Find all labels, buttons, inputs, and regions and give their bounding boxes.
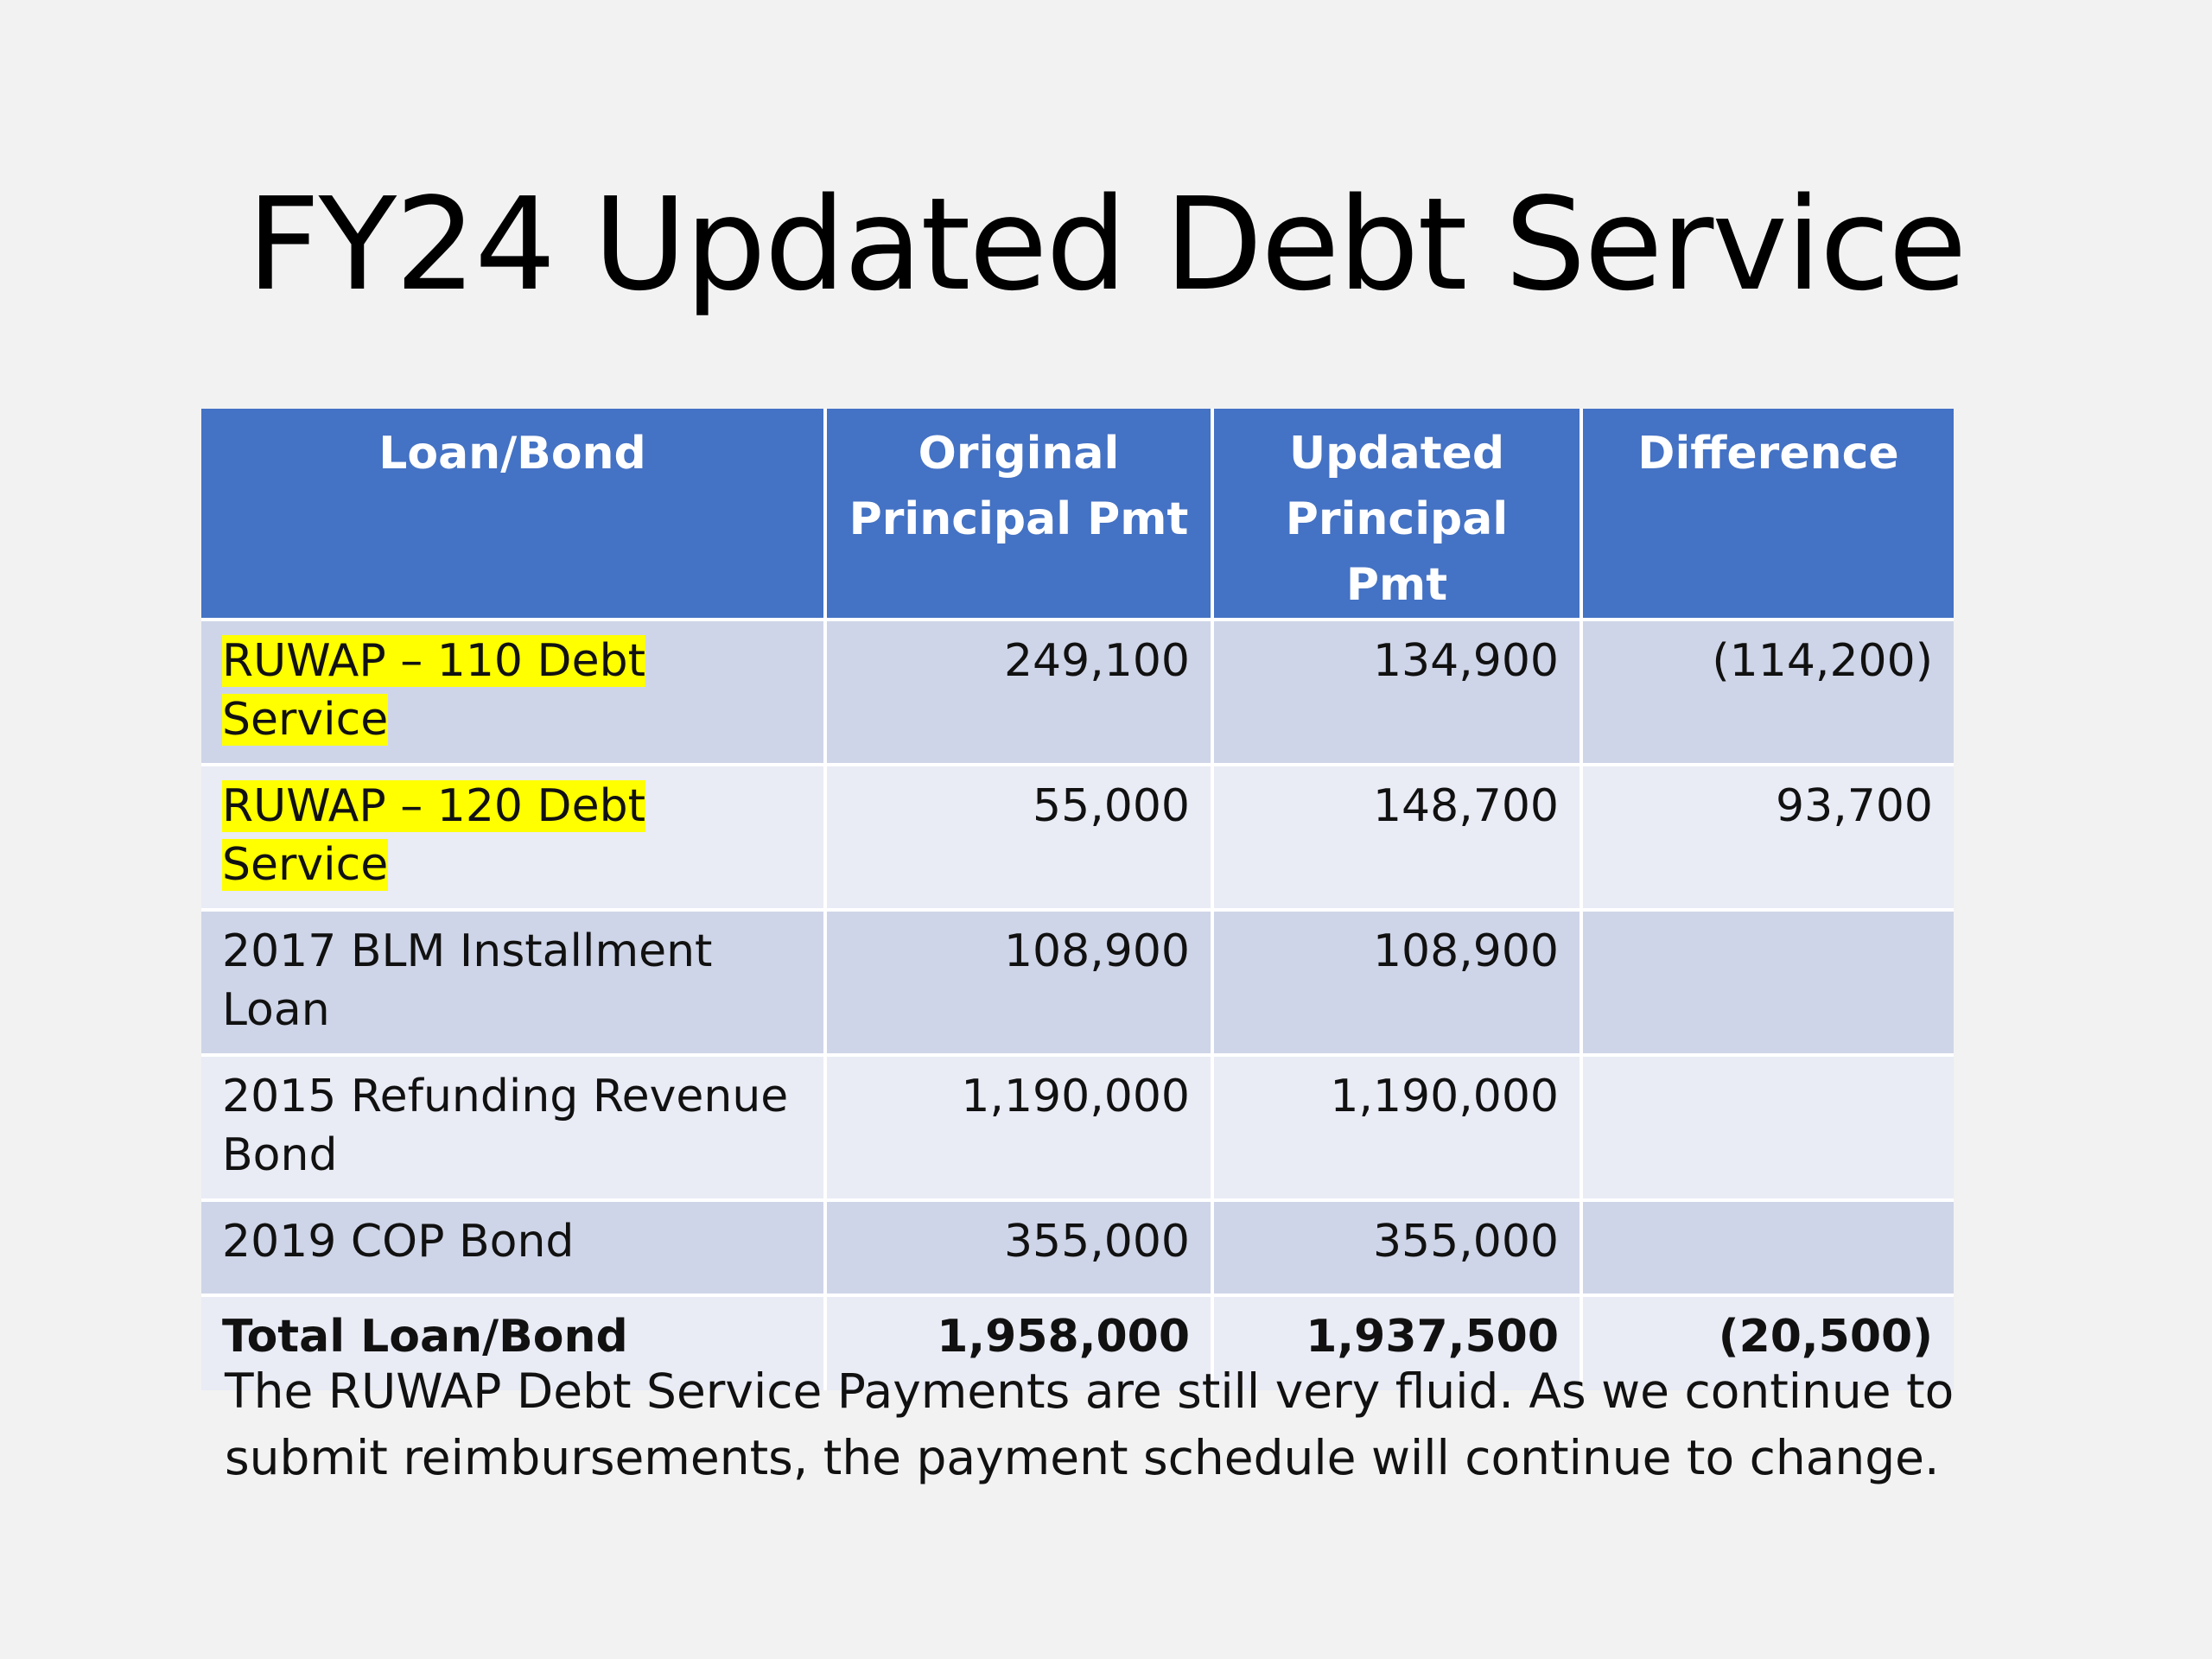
table-row: [201, 620, 1954, 765]
total-difference: (20,500): [1581, 1295, 1954, 1390]
header-original-line2: Principal Pmt: [849, 493, 1189, 545]
table-row: [201, 1055, 1954, 1200]
header-loan-bond-label: Loan/Bond: [378, 428, 646, 480]
cell-original: 1,190,000: [825, 1055, 1212, 1200]
footnote-text: The RUWAP Debt Service Payments are still very fluid. As we continue to submit reimbursements, the payment schedule will continue to change.: [225, 1363, 1955, 1485]
cell-updated: 148,700: [1212, 765, 1581, 910]
slide-title: FY24 Updated Debt Service: [246, 170, 1966, 319]
cell-difference: 93,700: [1581, 765, 1954, 910]
cell-original: 355,000: [825, 1200, 1212, 1295]
total-label: Total Loan/Bond: [201, 1295, 825, 1390]
cell-loan-name: 2015 Refunding Revenue Bond: [201, 1055, 825, 1200]
highlighted-loan-name: RUWAP – 120 Debt Service: [222, 780, 645, 891]
cell-loan-name: 2019 COP Bond: [201, 1200, 825, 1295]
cell-updated: 355,000: [1212, 1200, 1581, 1295]
cell-original: 55,000: [825, 765, 1212, 910]
header-original-line1: Original: [918, 428, 1120, 480]
header-loan-bond: [201, 409, 825, 620]
cell-updated: 1,190,000: [1212, 1055, 1581, 1200]
header-updated-principal: [1212, 409, 1581, 620]
cell-difference: (114,200): [1581, 620, 1954, 765]
header-updated-line2: Principal Pmt: [1285, 493, 1509, 611]
cell-loan-name: [201, 620, 825, 765]
header-difference-label: Difference: [1637, 428, 1899, 480]
total-updated: 1,937,500: [1212, 1295, 1581, 1390]
cell-original: 249,100: [825, 620, 1212, 765]
debt-service-table: [201, 409, 1954, 1390]
header-difference: [1581, 409, 1954, 620]
table-row: [201, 1200, 1954, 1295]
cell-difference: [1581, 1200, 1954, 1295]
cell-updated: 134,900: [1212, 620, 1581, 765]
cell-difference: [1581, 910, 1954, 1055]
table-header-row: [201, 409, 1954, 620]
header-updated-line1: Updated: [1288, 428, 1505, 480]
total-original: 1,958,000: [825, 1295, 1212, 1390]
cell-original: 108,900: [825, 910, 1212, 1055]
table-row: [201, 765, 1954, 910]
cell-difference: [1581, 1055, 1954, 1200]
cell-loan-name: 2017 BLM Installment Loan: [201, 910, 825, 1055]
table-row: [201, 910, 1954, 1055]
highlighted-loan-name: RUWAP – 110 Debt Service: [222, 635, 645, 746]
header-original-principal: [825, 409, 1212, 620]
cell-updated: 108,900: [1212, 910, 1581, 1055]
cell-loan-name: [201, 765, 825, 910]
